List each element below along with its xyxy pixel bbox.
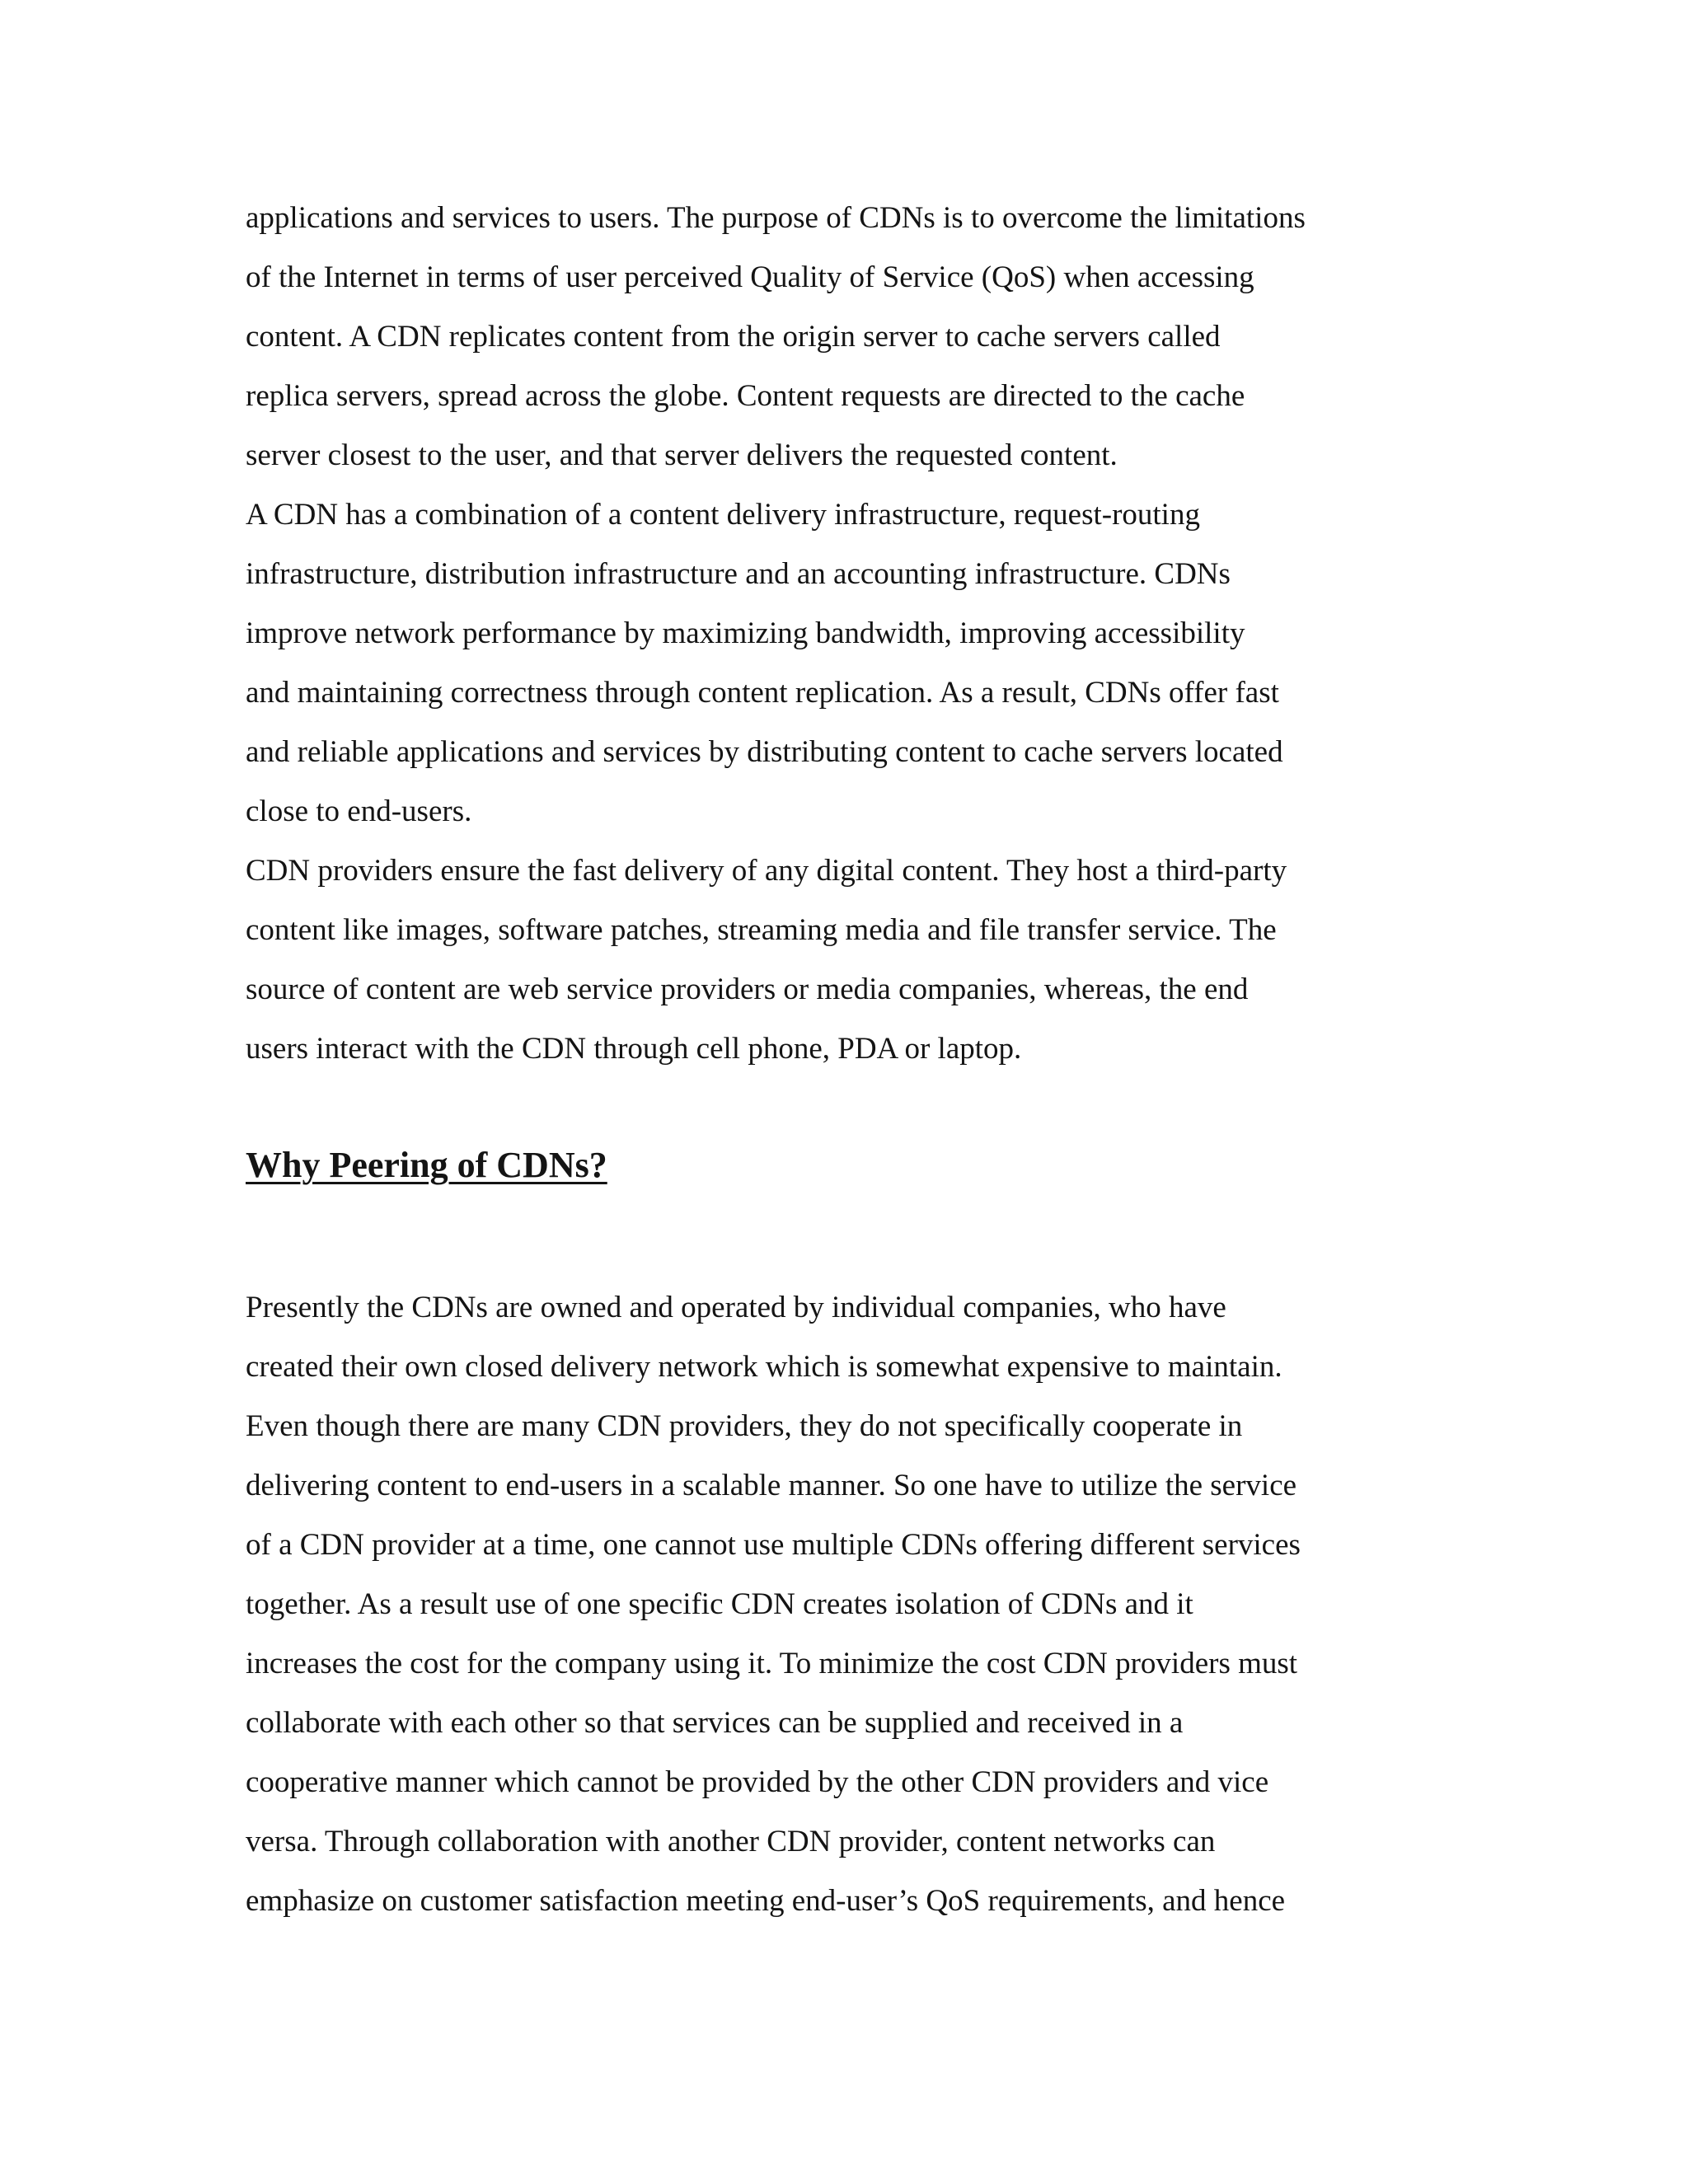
text-line: server closest to the user, and that server delivers the requested content. — [246, 438, 1118, 472]
text-line: improve network performance by maximizing bandwidth, improving accessibility — [246, 616, 1245, 650]
text-line: of a CDN provider at a time, one cannot use multiple CDNs offering different services — [246, 1528, 1301, 1562]
text-line: A CDN has a combination of a content delivery infrastructure, request-routing — [246, 498, 1200, 532]
text-line: and maintaining correctness through content replication. As a result, CDNs offer fast — [246, 676, 1279, 710]
text-line: close to end-users. — [246, 794, 472, 828]
text-line: CDN providers ensure the fast delivery of any digital content. They host a third-party — [246, 854, 1287, 888]
text-line: increases the cost for the company using it. To minimize the cost CDN providers must — [246, 1647, 1298, 1680]
text-line: Even though there are many CDN providers, they do not specifically cooperate in — [246, 1409, 1243, 1443]
text-line: created their own closed delivery network which is somewhat expensive to maintain. — [246, 1350, 1282, 1384]
text-line: users interact with the CDN through cell phone, PDA or laptop. — [246, 1032, 1022, 1066]
text-line: replica servers, spread across the globe. Content requests are directed to the cache — [246, 379, 1245, 413]
text-line: content. A CDN replicates content from the origin server to cache servers called — [246, 320, 1221, 354]
text-line: applications and services to users. The purpose of CDNs is to overcome the limitations — [246, 201, 1306, 235]
text-line: versa. Through collaboration with another CDN provider, content networks can — [246, 1825, 1216, 1858]
text-line: cooperative manner which cannot be provided by the other CDN providers and vice — [246, 1765, 1269, 1799]
text-line: and reliable applications and services by distributing content to cache servers located — [246, 735, 1283, 769]
text-line: collaborate with each other so that services can be supplied and received in a — [246, 1706, 1184, 1740]
text-line: infrastructure, distribution infrastructure and an accounting infrastructure. CDNs — [246, 557, 1231, 591]
text-line: of the Internet in terms of user perceived Quality of Service (QoS) when accessing — [246, 260, 1254, 294]
text-line: together. As a result use of one specific CDN creates isolation of CDNs and it — [246, 1587, 1193, 1621]
text-line: Presently the CDNs are owned and operated by individual companies, who have — [246, 1291, 1226, 1324]
section-heading: Why Peering of CDNs? — [246, 1145, 607, 1185]
text-line: source of content are web service providers or media companies, whereas, the end — [246, 972, 1249, 1006]
text-line: emphasize on customer satisfaction meeting end-user’s QoS requirements, and hence — [246, 1884, 1286, 1918]
text-line: delivering content to end-users in a scalable manner. So one have to utilize the service — [246, 1469, 1297, 1502]
text-line: content like images, software patches, streaming media and file transfer service. The — [246, 913, 1277, 947]
